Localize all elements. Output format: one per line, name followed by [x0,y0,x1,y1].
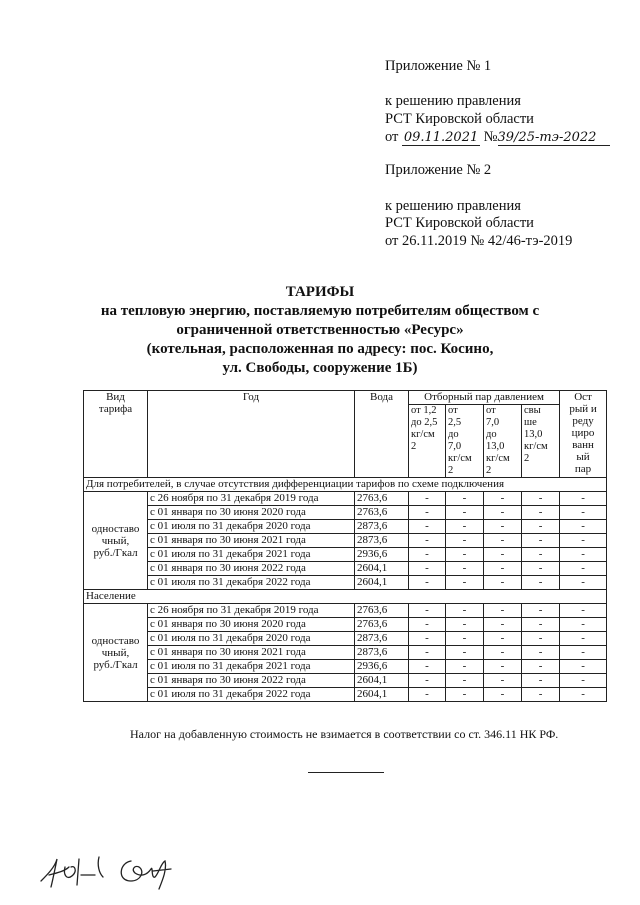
steam-tariff-cell: - [560,674,607,688]
section-population-body [84,604,607,702]
steam-tariff-cell: - [522,534,560,548]
steam-tariff-cell: - [560,520,607,534]
water-tariff-cell: 2763,6 [355,604,409,618]
vat-footnote: Налог на добавленную стоимость не взимается в соответствии со ст. 346.11 НК РФ. [130,727,559,741]
steam-tariff-cell: - [560,562,607,576]
table-row [84,492,607,506]
water-tariff-cell: 2873,6 [355,646,409,660]
steam-tariff-cell: - [484,534,522,548]
steam-tariff-cell: - [484,520,522,534]
period-cell: с 01 июля по 31 декабря 2022 года [148,688,355,702]
period-cell: с 01 января по 30 июня 2022 года [148,674,355,688]
table-row [84,646,607,660]
steam-tariff-cell: - [484,506,522,520]
table-row [84,506,607,520]
steam-tariff-cell: - [484,562,522,576]
period-cell: с 01 июля по 31 декабря 2022 года [148,576,355,590]
steam-tariff-cell: - [522,576,560,590]
steam-tariff-cell: - [409,646,446,660]
document-title: ТАРИФЫ [285,284,355,300]
section-label-general: Для потребителей, в случае отсутствия дифференциации тарифов по схеме подключения [84,478,607,492]
steam-tariff-cell: - [560,632,607,646]
steam-tariff-cell: - [484,492,522,506]
water-tariff-cell: 2873,6 [355,520,409,534]
section-general-body [84,492,607,590]
period-cell: с 01 июля по 31 декабря 2020 года [148,632,355,646]
table-row [84,576,607,590]
steam-tariff-cell: - [560,576,607,590]
appendix-1-title: Приложение № 1 [385,58,492,74]
steam-tariff-cell: - [484,646,522,660]
table-row [84,520,607,534]
steam-tariff-cell: - [560,548,607,562]
steam-tariff-cell: - [446,506,484,520]
steam-tariff-cell: - [409,632,446,646]
steam-tariff-cell: - [484,604,522,618]
appendix-1-org: РСТ Кировской области [385,111,534,127]
steam-tariff-cell: - [409,688,446,702]
steam-tariff-cell: - [446,604,484,618]
steam-tariff-cell: - [446,632,484,646]
steam-tariff-cell: - [446,688,484,702]
steam-tariff-cell: - [409,604,446,618]
water-tariff-cell: 2604,1 [355,562,409,576]
steam-tariff-cell: - [522,688,560,702]
period-cell: с 01 января по 30 июня 2020 года [148,618,355,632]
col-header-water: Вода [355,391,409,478]
steam-tariff-cell: - [409,660,446,674]
appendix-2-title: Приложение № 2 [385,162,492,178]
steam-tariff-cell: - [446,548,484,562]
steam-tariff-cell: - [484,548,522,562]
period-cell: с 01 января по 30 июня 2022 года [148,562,355,576]
table-header-row [84,391,607,405]
steam-tariff-cell: - [409,548,446,562]
steam-tariff-cell: - [560,646,607,660]
water-tariff-cell: 2763,6 [355,618,409,632]
tariff-type-cell: одноставо чный, руб./Гкал [84,492,148,590]
title-line-2: ограниченной ответственностью «Ресурс» [176,322,464,338]
col-header-pressure-1: от 1,2 до 2,5 кг/см 2 [409,405,446,478]
steam-tariff-cell: - [446,618,484,632]
appendix-1-from-label: от [385,129,399,145]
steam-tariff-cell: - [560,688,607,702]
section-label-population: Население [84,590,607,604]
steam-tariff-cell: - [522,548,560,562]
steam-tariff-cell: - [484,660,522,674]
col-header-sharp-steam: Ост рый и реду циро ванн ый пар [560,391,607,478]
steam-tariff-cell: - [446,534,484,548]
steam-tariff-cell: - [446,520,484,534]
table-row [84,604,607,618]
water-tariff-cell: 2604,1 [355,688,409,702]
water-tariff-cell: 2763,6 [355,492,409,506]
steam-tariff-cell: - [560,660,607,674]
appendix-1-date: 09.11.2021 [403,130,479,145]
steam-tariff-cell: - [446,660,484,674]
steam-tariff-cell: - [484,688,522,702]
steam-tariff-cell: - [522,660,560,674]
table-row [84,632,607,646]
closing-rule [308,772,384,773]
col-header-type: Вид тарифа [84,391,148,478]
period-cell: с 01 января по 30 июня 2021 года [148,646,355,660]
period-cell: с 01 июля по 31 декабря 2021 года [148,660,355,674]
steam-tariff-cell: - [446,674,484,688]
section-row [84,590,607,604]
steam-tariff-cell: - [409,674,446,688]
table-row [84,562,607,576]
steam-tariff-cell: - [522,604,560,618]
appendix-1-decision: к решению правления [385,93,521,109]
period-cell: с 01 июля по 31 декабря 2021 года [148,548,355,562]
steam-tariff-cell: - [484,674,522,688]
water-tariff-cell: 2873,6 [355,534,409,548]
water-tariff-cell: 2604,1 [355,576,409,590]
appendix-1-number-label: № [483,129,498,145]
col-header-pressure-2: от 2,5 до 7,0 кг/см 2 [446,405,484,478]
water-tariff-cell: 2936,6 [355,660,409,674]
steam-tariff-cell: - [522,674,560,688]
period-cell: с 01 июля по 31 декабря 2020 года [148,520,355,534]
title-line-3: (котельная, расположенная по адресу: пос. Косино, [146,341,494,357]
tariff-table [83,390,607,702]
steam-tariff-cell: - [560,604,607,618]
steam-tariff-cell: - [409,562,446,576]
signature-image [35,845,205,895]
period-cell: с 26 ноября по 31 декабря 2019 года [148,604,355,618]
appendix-2-org: РСТ Кировской области [385,215,534,231]
tariff-type-cell: одноставо чный, руб./Гкал [84,604,148,702]
water-tariff-cell: 2873,6 [355,632,409,646]
steam-tariff-cell: - [484,618,522,632]
table-row [84,618,607,632]
water-tariff-cell: 2936,6 [355,548,409,562]
section-row [84,478,607,492]
table-row [84,674,607,688]
appendix-2-ref-line: от 26.11.2019 № 42/46-тэ-2019 [385,233,573,249]
table-row [84,660,607,674]
water-tariff-cell: 2604,1 [355,674,409,688]
steam-tariff-cell: - [560,534,607,548]
steam-tariff-cell: - [484,576,522,590]
steam-tariff-cell: - [409,534,446,548]
steam-tariff-cell: - [560,492,607,506]
steam-tariff-cell: - [560,618,607,632]
steam-tariff-cell: - [484,632,522,646]
col-header-pressure-3: от 7,0 до 13,0 кг/см 2 [484,405,522,478]
steam-tariff-cell: - [522,646,560,660]
water-tariff-cell: 2763,6 [355,506,409,520]
appendix-1-number: 39/25-тэ-2022 [498,131,610,146]
period-cell: с 01 января по 30 июня 2021 года [148,534,355,548]
steam-tariff-cell: - [409,576,446,590]
steam-tariff-cell: - [560,506,607,520]
steam-tariff-cell: - [446,576,484,590]
table-row [84,688,607,702]
steam-tariff-cell: - [522,506,560,520]
steam-tariff-cell: - [446,562,484,576]
steam-tariff-cell: - [522,492,560,506]
steam-tariff-cell: - [522,618,560,632]
table-row [84,534,607,548]
col-header-steam: Отборный пар давлением [409,391,560,405]
steam-tariff-cell: - [446,492,484,506]
steam-tariff-cell: - [409,506,446,520]
title-line-4: ул. Свободы, сооружение 1Б) [222,360,418,376]
steam-tariff-cell: - [522,632,560,646]
table-row [84,548,607,562]
appendix-1-ref-line [385,128,610,146]
period-cell: с 26 ноября по 31 декабря 2019 года [148,492,355,506]
appendix-2-decision: к решению правления [385,198,521,214]
period-cell: с 01 января по 30 июня 2020 года [148,506,355,520]
steam-tariff-cell: - [409,520,446,534]
steam-tariff-cell: - [409,618,446,632]
steam-tariff-cell: - [409,492,446,506]
steam-tariff-cell: - [522,520,560,534]
col-header-pressure-4: свы ше 13,0 кг/см 2 [522,405,560,478]
col-header-year: Год [148,391,355,478]
steam-tariff-cell: - [522,562,560,576]
steam-tariff-cell: - [446,646,484,660]
title-line-1: на тепловую энергию, поставляемую потребителям обществом с [100,303,540,319]
